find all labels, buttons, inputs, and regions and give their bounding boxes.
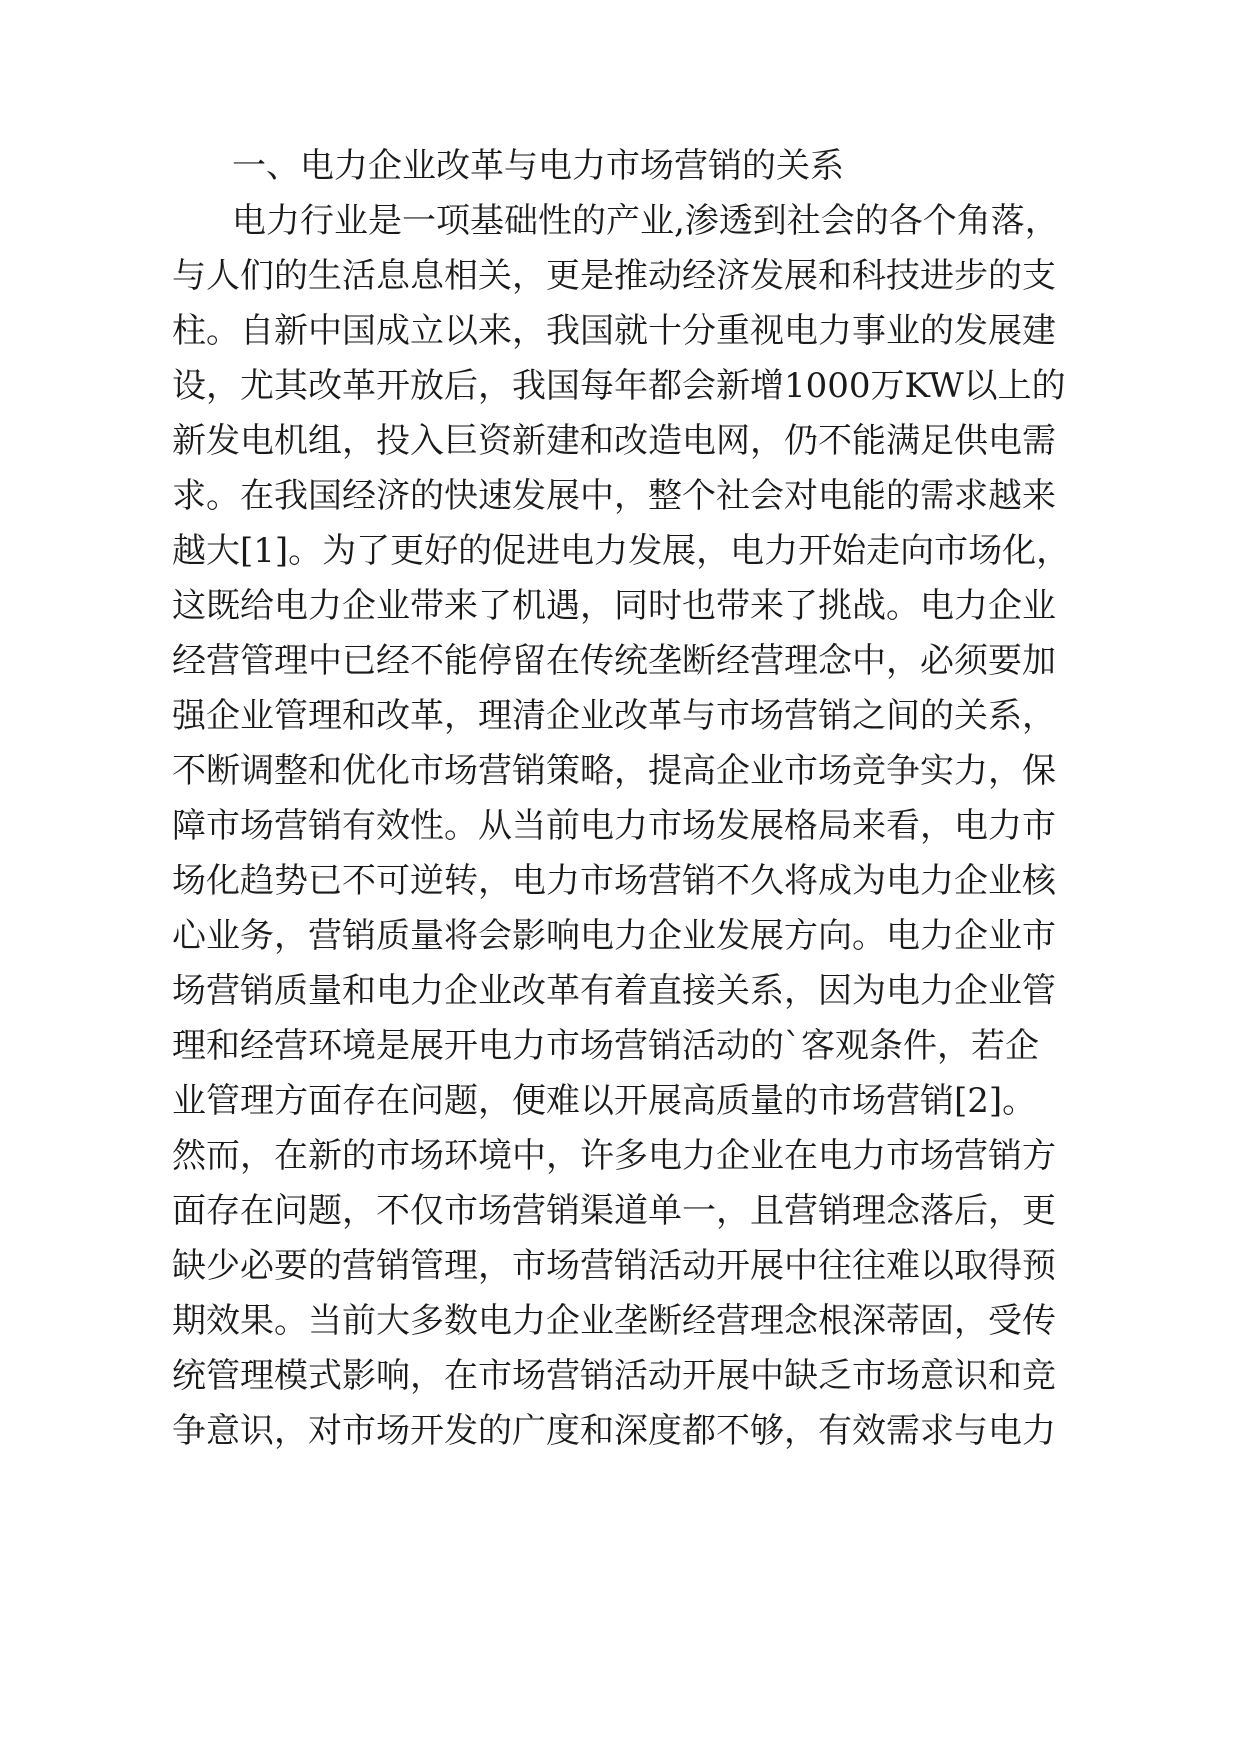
paragraph-line: 缺少必要的营销管理，市场营销活动开展中往往难以取得预 xyxy=(172,1246,1056,1286)
paragraph-line: 统管理模式影响，在市场营销活动开展中缺乏市场意识和竞 xyxy=(172,1356,1056,1396)
paragraph-line: 这既给电力企业带来了机遇，同时也带来了挑战。电力企业 xyxy=(172,586,1056,626)
paragraph-line: 与人们的生活息息相关，更是推动经济发展和科技进步的支 xyxy=(172,256,1056,296)
paragraph-line: 经营管理中已经不能停留在传统垄断经营理念中，必须要加 xyxy=(172,641,1056,681)
paragraph-line: 心业务，营销质量将会影响电力企业发展方向。电力企业市 xyxy=(172,916,1056,956)
paragraph-line: 强企业管理和改革，理清企业改革与市场营销之间的关系， xyxy=(172,696,1056,736)
section-heading: 一、电力企业改革与电力市场营销的关系 xyxy=(232,146,844,186)
paragraph-line: 场化趋势已不可逆转，电力市场营销不久将成为电力企业核 xyxy=(172,861,1056,901)
paragraph-line: 业管理方面存在问题，便难以开展高质量的市场营销[2]。 xyxy=(172,1081,1037,1121)
paragraph-line: 面存在问题，不仅市场营销渠道单一，且营销理念落后，更 xyxy=(172,1191,1056,1231)
paragraph-line: 电力行业是一项基础性的产业,渗透到社会的各个角落， xyxy=(232,201,1059,241)
paragraph-line: 设，尤其改革开放后，我国每年都会新增1000万KW以上的 xyxy=(172,366,1066,406)
paragraph-line: 柱。自新中国成立以来，我国就十分重视电力事业的发展建 xyxy=(172,311,1056,351)
paragraph-line: 越大[1]。为了更好的促进电力发展，电力开始走向市场化， xyxy=(172,531,1071,571)
paragraph-line: 新发电机组，投入巨资新建和改造电网，仍不能满足供电需 xyxy=(172,421,1056,461)
paragraph-line: 然而，在新的市场环境中，许多电力企业在电力市场营销方 xyxy=(172,1136,1056,1176)
paragraph-line: 求。在我国经济的快速发展中，整个社会对电能的需求越来 xyxy=(172,476,1056,516)
paragraph-line: 期效果。当前大多数电力企业垄断经营理念根深蒂固，受传 xyxy=(172,1301,1056,1341)
paragraph-line: 障市场营销有效性。从当前电力市场发展格局来看，电力市 xyxy=(172,806,1056,846)
paragraph-line: 不断调整和优化市场营销策略，提高企业市场竞争实力，保 xyxy=(172,751,1056,791)
paragraph-line: 争意识，对市场开发的广度和深度都不够，有效需求与电力 xyxy=(172,1411,1056,1451)
paragraph-line: 场营销质量和电力企业改革有着直接关系，因为电力企业管 xyxy=(172,971,1056,1011)
paragraph-line: 理和经营环境是展开电力市场营销活动的`客观条件，若企 xyxy=(172,1026,1039,1066)
